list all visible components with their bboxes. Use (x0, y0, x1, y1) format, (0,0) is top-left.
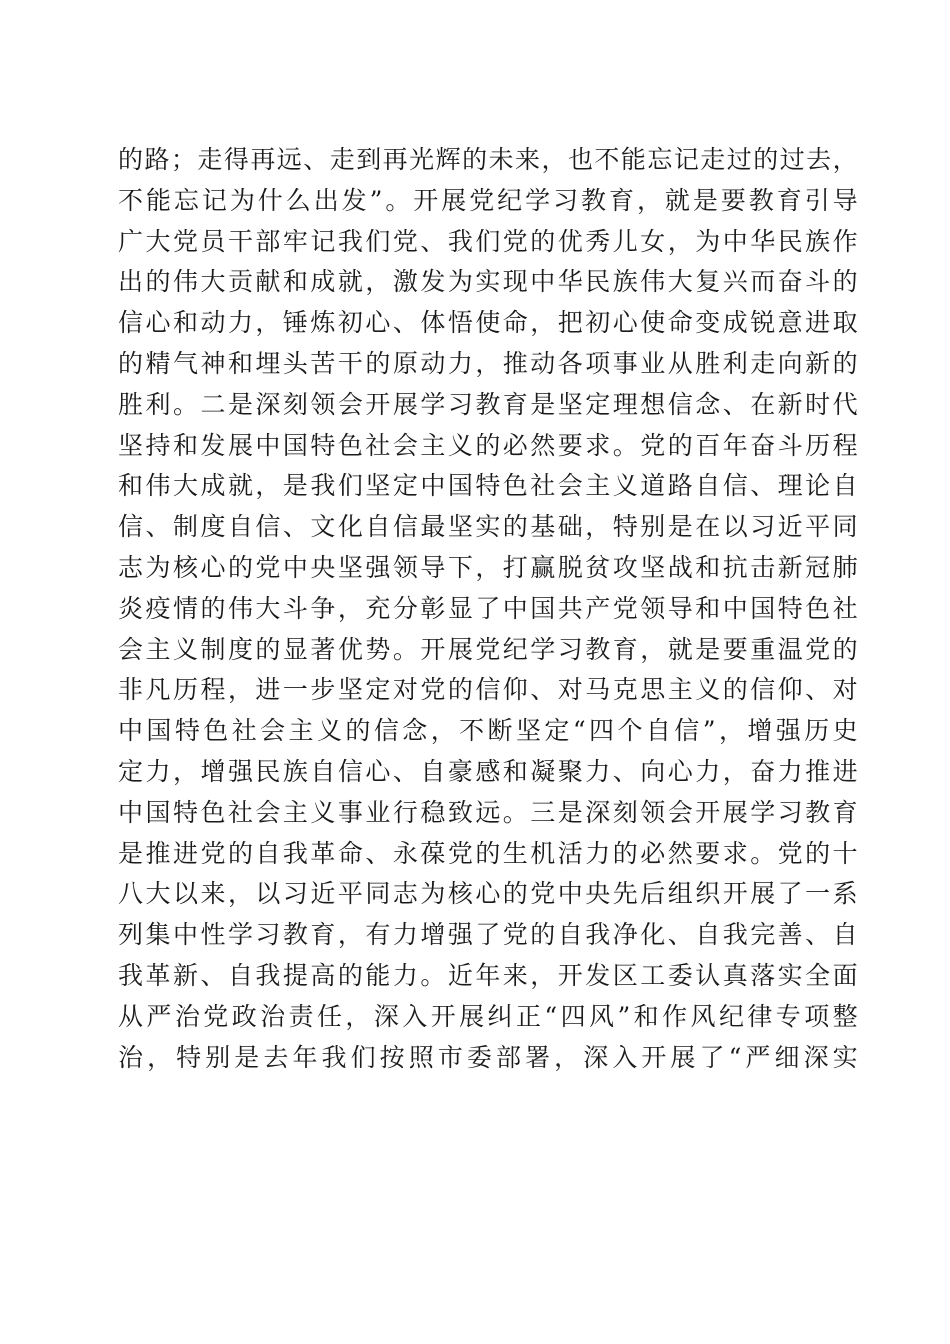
text-line: 出的伟大贡献和成就，激发为实现中华民族伟大复兴而奋斗的 (118, 267, 858, 297)
body-paragraph (118, 140, 858, 1078)
text-line: 定力，增强民族自信心、自豪感和凝聚力、向心力，奋力推进 (118, 756, 858, 786)
text-line: 我革新、自我提高的能力。近年来，开发区工委认真落实全面 (118, 960, 858, 990)
text-line: 列集中性学习教育，有力增强了党的自我净化、自我完善、自 (118, 920, 858, 950)
text-line: 坚持和发展中国特色社会主义的必然要求。党的百年奋斗历程 (118, 430, 858, 460)
text-line: 的精气神和埋头苦干的原动力，推动各项事业从胜利走向新的 (118, 348, 858, 378)
text-line: 不能忘记为什么出发”。开展党纪学习教育，就是要教育引导 (118, 185, 858, 215)
text-line: 会主义制度的显著优势。开展党纪学习教育，就是要重温党的 (118, 634, 858, 664)
text-line: 从严治党政治责任，深入开展纠正“四风”和作风纪律专项整 (118, 1001, 858, 1031)
text-line: 非凡历程，进一步坚定对党的信仰、对马克思主义的信仰、对 (118, 675, 858, 705)
text-line: 信心和动力，锤炼初心、体悟使命，把初心使命变成锐意进取 (118, 308, 858, 338)
text-line: 和伟大成就，是我们坚定中国特色社会主义道路自信、理论自 (118, 471, 858, 501)
text-line: 的路；走得再远、走到再光辉的未来，也不能忘记走过的过去， (118, 145, 858, 174)
text-line: 中国特色社会主义的信念，不断坚定“四个自信”，增强历史 (118, 716, 858, 746)
text-line: 八大以来，以习近平同志为核心的党中央先后组织开展了一系 (118, 879, 858, 909)
text-line: 胜利。二是深刻领会开展学习教育是坚定理想信念、在新时代 (118, 389, 858, 419)
text-line: 广大党员干部牢记我们党、我们党的优秀儿女，为中华民族作 (118, 226, 858, 256)
text-line: 信、制度自信、文化自信最坚实的基础，特别是在以习近平同 (118, 512, 858, 542)
text-line: 治，特别是去年我们按照市委部署，深入开展了“严细深实 (118, 1042, 858, 1072)
text-line: 炎疫情的伟大斗争，充分彰显了中国共产党领导和中国特色社 (118, 593, 858, 623)
text-line: 中国特色社会主义事业行稳致远。三是深刻领会开展学习教育 (118, 797, 858, 827)
text-line: 是推进党的自我革命、永葆党的生机活力的必然要求。党的十 (118, 838, 858, 868)
text-line: 志为核心的党中央坚强领导下，打赢脱贫攻坚战和抗击新冠肺 (118, 552, 858, 582)
